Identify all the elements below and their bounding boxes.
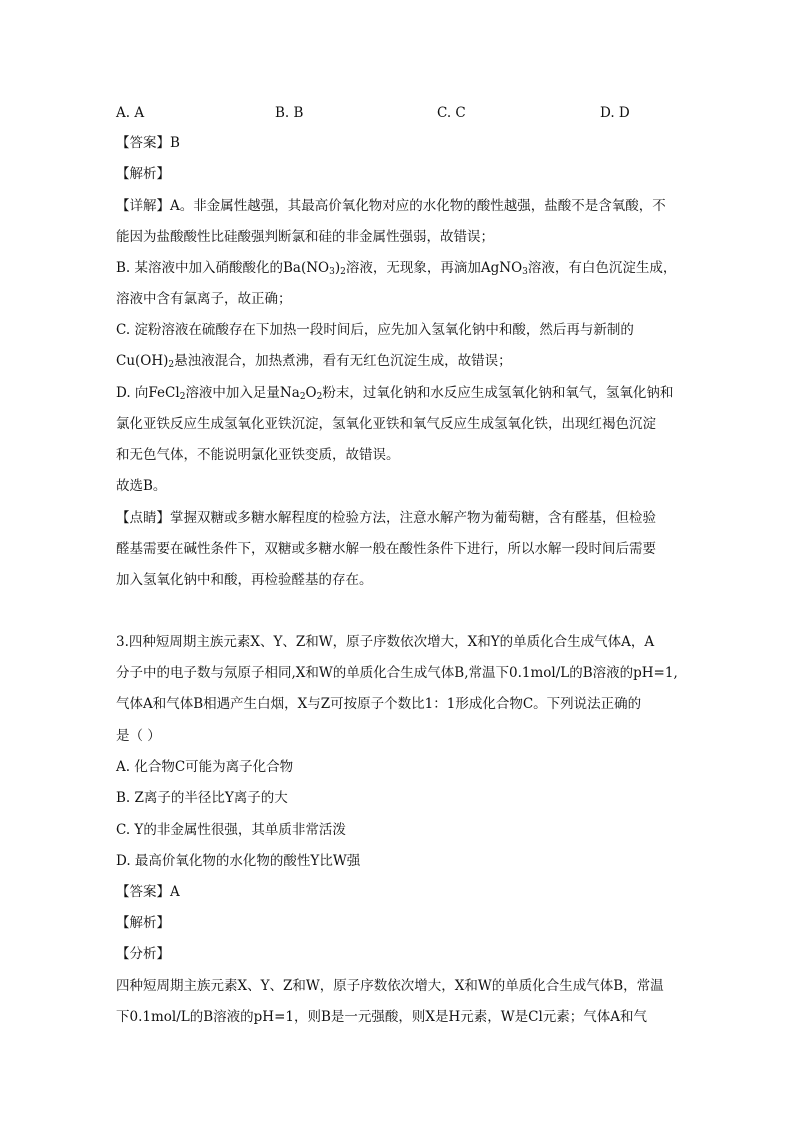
q2-option-b: B. B <box>275 105 304 121</box>
q3-option-d: D. 最高价氧化物的水化物的酸性Y比W强 <box>116 853 361 869</box>
q2-point-line-3: 加入氢氧化钠中和酸，再检验醛基的存在。 <box>116 572 373 588</box>
q2-option-d: D. D <box>600 105 630 121</box>
q3-option-b: B. Z离子的半径比Y离子的大 <box>116 790 288 806</box>
q2-point-line-2: 醛基需要在碱性条件下，双糖或多糖水解一般在酸性条件下进行，所以水解一段时间后需要 <box>116 541 656 557</box>
q2-analysis-heading: 【解析】 <box>116 166 170 182</box>
q2-detail-line-2: 能因为盐酸酸性比硅酸强判断氯和硅的非金属性强弱，故错误； <box>116 229 494 245</box>
q2-choice: 故选B。 <box>116 478 167 494</box>
q2-detail-d-line-1: D. 向FeCl$_2$溶液中加入足量$Na_2O_2$粉末，过氧化钠和水反应生成氢氧化钠和氧气，氢氧化钠和 <box>116 385 674 402</box>
q2-detail-d-line-3: 和无色气体，不能说明氯化亚铁变质，故错误。 <box>116 447 400 463</box>
q3-stem-line-2: 分子中的电子数与氖原子相同,X和W的单质化合生成气体B,常温下0.1mol/L的B溶液的pH=1, <box>116 665 678 681</box>
q3-stem-line-1: 3.四种短周期主族元素X、Y、Z和W，原子序数依次增大，X和Y的单质化合生成气体A，A <box>116 634 655 650</box>
q3-stem-line-4: 是（ ） <box>116 728 161 744</box>
q2-answer: 【答案】B <box>116 135 180 151</box>
q2-option-c: C. C <box>437 105 466 121</box>
q3-option-a: A. 化合物C可能为离子化合物 <box>116 759 294 775</box>
q3-answer: 【答案】A <box>116 884 180 900</box>
q2-detail-line-1: 【详解】A。非金属性越强，其最高价氧化物对应的水化物的酸性越强，盐酸不是含氧酸，不 <box>116 198 666 214</box>
q2-point-line-1: 【点睛】掌握双糖或多糖水解程度的检验方法，注意水解产物为葡萄糖，含有醛基，但检验 <box>116 510 656 526</box>
q2-option-a: A. A <box>116 105 145 121</box>
q2-detail-b-line-2: 溶液中含有氯离子，故正确； <box>116 291 292 307</box>
q2-detail-d-line-2: 氯化亚铁反应生成氢氧化亚铁沉淀，氢氧化亚铁和氧气反应生成氢氧化铁，出现红褐色沉淀 <box>116 416 656 432</box>
q2-detail-c-line-1: C. 淀粉溶液在硫酸存在下加热一段时间后，应先加入氢氧化钠中和酸，然后再与新制的 <box>116 322 634 338</box>
q2-detail-b-line-1: B. 某溶液中加入硝酸酸化的$Ba(NO_3)_2$溶液，无现象，再滴加AgNO$_3$溶液，有白色沉淀生成， <box>116 260 677 277</box>
q3-stem-line-3: 气体A和气体B相遇产生白烟，X与Z可按原子个数比1：1形成化合物C。下列说法正确的 <box>116 696 642 712</box>
q3-analysis-line-1: 四种短周期主族元素X、Y、Z和W，原子序数依次增大，X和W的单质化合生成气体B，常温 <box>116 978 664 994</box>
q3-analysis-heading: 【解析】 <box>116 915 170 931</box>
q3-analysis-subheading: 【分析】 <box>116 946 170 962</box>
q2-detail-c-line-2: $Cu(OH)_2$悬浊液混合，加热煮沸，看有无红色沉淀生成，故错误； <box>116 353 512 370</box>
q3-option-c: C. Y的非金属性很强，其单质非常活泼 <box>116 822 346 838</box>
q3-analysis-line-2: 下0.1mol/L的B溶液的pH=1，则B是一元强酸，则X是H元素，W是Cl元素；气体A和气 <box>116 1009 648 1025</box>
